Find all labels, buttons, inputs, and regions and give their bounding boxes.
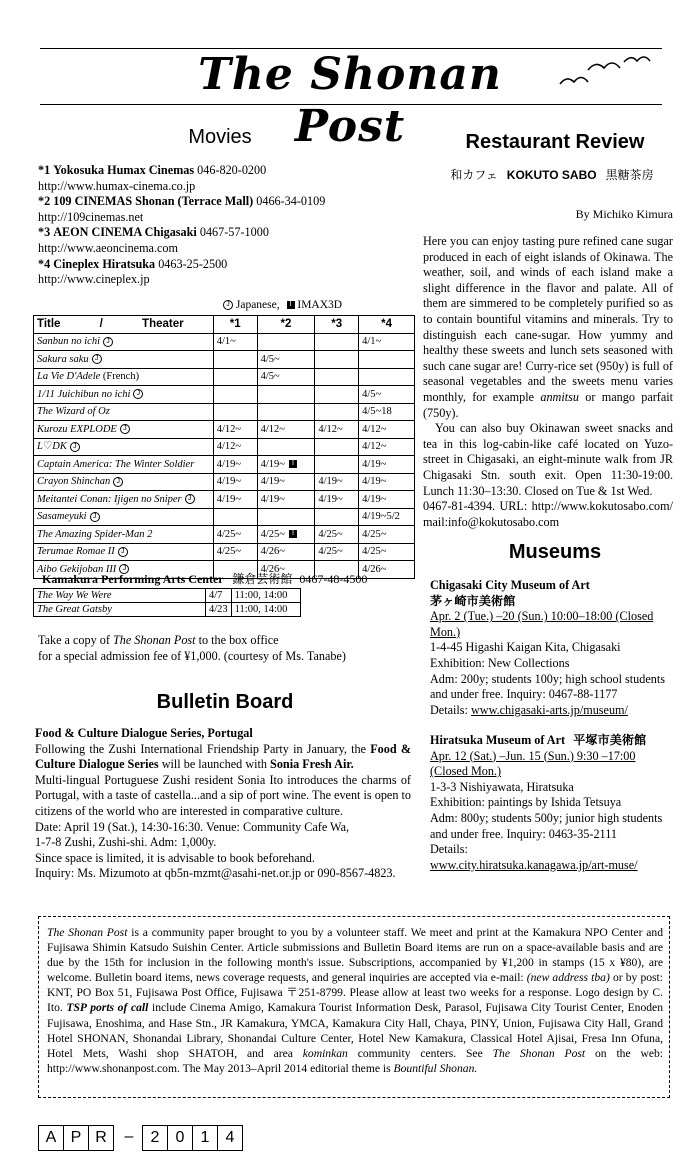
masthead-title: The Shonan Post	[198, 49, 502, 152]
showing-date-cell: 4/19~	[359, 473, 415, 491]
bulletin-body: Food & Culture Dialogue Series, Portugal Following the Zushi International Friendship Party in January, the Food & Culture Dialogue Series will be launched with Sonia Fresh Air. Multi-lingual Portuguese Zushi resident Sonia Ito introduces the charms of Portugal, with a taste of castella...and a sip of port wine. The event is open to citizens of the world who are interested in comparative culture. Date: April 19 (Sat.), 14:30-16:30. Venue: Community Cafe Wa, 1-7-8 Zushi, Zushi-shi. Adm: 1,000y. Since space is limited, it is advisable to book beforehand. Inquiry: Ms. Mizumoto at qb5n-mzmt@asahi-net.or.jp or 090-8567-4823.	[35, 726, 411, 881]
cinema-3-url: http://www.aeoncinema.com	[38, 240, 179, 255]
restaurant-byline: By Michiko Kimura	[575, 207, 673, 221]
japanese-badge-icon: J	[223, 300, 233, 310]
japanese-badge-icon: J	[118, 547, 128, 557]
movie-title-cell: The Amazing Spider-Man 2	[34, 526, 214, 544]
table-row	[34, 508, 415, 526]
kamakura-header: Kamakura Performing Arts Center 鎌倉芸術館 0467-48-4500	[42, 572, 368, 586]
showing-date-cell: 4/1~	[213, 333, 257, 351]
table-row	[34, 526, 415, 544]
issue-year: 2 0 1 4	[142, 1125, 243, 1151]
museum-chigasaki: Chigasaki City Museum of Art 茅ヶ崎市美術館 Apr. 2 (Tue.) –20 (Sun.) 10:00–18:00 (Closed Mon.) 1-4-45 Higashi Kaigan Kita, Chigasaki Exhibition: New Collections Adm: 200y; students 100y; high school students and under free. Inquiry: 0467-88-1177 Details: www.chigasaki-arts.jp/museum/	[430, 578, 665, 717]
seagulls-icon	[552, 54, 662, 94]
kamakura-title-cell: The Way We Were	[34, 589, 206, 603]
showing-date-cell: 4/5~	[257, 368, 315, 386]
cinema-2-url: http://109cinemas.net	[38, 209, 144, 224]
showing-date-cell: 4/19~	[257, 473, 315, 491]
cinema-3: *3 AEON CINEMA Chigasaki 0467-57-1000	[38, 225, 269, 240]
japanese-badge-icon: J	[120, 424, 130, 434]
admission-note: Take a copy of The Shonan Post to the box office for a special admission fee of ¥1,000. (courtesy of Ms. Tanabe)	[38, 633, 346, 663]
japanese-badge-icon: J	[113, 477, 123, 487]
japanese-badge-icon: J	[185, 494, 195, 504]
japanese-badge-icon: J	[70, 442, 80, 452]
bulletin-title: Bulletin Board	[156, 691, 294, 713]
showing-date-cell: 4/5~18	[359, 403, 415, 421]
showing-date-cell: 4/19~	[213, 456, 257, 474]
cinema-list	[38, 163, 418, 288]
movie-title-cell: Sakura saku J	[34, 351, 214, 369]
restaurant-body: Here you can enjoy tasting pure refined cane sugar produced in each of eight islands of Okinawa. The weather, soil, and winds of each island make a slight difference in the flavor and palate. All of them are simmered to be completely purified so as to contain bountiful vitamins and minerals. Try to distinguish each cane-sugar. How yummy and healthy these sweets and lunch sets seasoned with such cane sugar are! Curry-rice set (950y) is full of seasonal vegetables and the sweets menu varies monthly, for example anmitsu or mango parfait (750y). You can also buy Okinawan sweet snacks and tea in this log-cabin-like café located on Yuzo-street in Chigasaki, an eight-minute walk from JR Chigasaki Stn. south exit. Open 11:30-19:00. Lunch 11:30–13:30. Closed on Tue & 1st Wed. 0467-81-4394. URL: http://www.kokutosabo.com/ mail:info@kokutosabo.com	[423, 234, 674, 529]
showing-date-cell: 4/12~	[359, 421, 415, 439]
legend: J Japanese, I IMAX3D	[220, 298, 342, 314]
cinema-4: *4 Cineplex Hiratsuka 0463-25-2500	[38, 256, 228, 271]
chigasaki-details-link[interactable]: www.chigasaki-arts.jp/museum/	[470, 702, 628, 717]
showing-date-cell: 4/19~ I	[257, 456, 315, 474]
showing-date-cell: 4/25~	[315, 543, 359, 561]
movie-schedule-table	[33, 315, 415, 579]
table-row	[34, 589, 301, 603]
movie-title-cell: L♡DK J	[34, 438, 214, 456]
showing-date-cell: 4/12~	[213, 421, 257, 439]
showing-date-cell	[315, 333, 359, 351]
showing-date-cell: 4/25~	[213, 526, 257, 544]
movie-title-cell: Terumae Romae II J	[34, 543, 214, 561]
kamakura-times-cell: 11:00, 14:00	[231, 589, 300, 603]
showing-date-cell: 4/19~	[359, 491, 415, 509]
showing-date-cell: 4/19~	[359, 456, 415, 474]
japanese-badge-icon: J	[92, 354, 102, 364]
cinema-1-url: http://www.humax-cinema.co.jp	[38, 178, 196, 193]
showing-date-cell: 4/19~	[257, 491, 315, 509]
showing-date-cell	[213, 351, 257, 369]
table-row	[34, 603, 301, 617]
kamakura-date-cell: 4/7	[206, 589, 232, 603]
showing-date-cell	[315, 351, 359, 369]
movie-title-cell: The Wizard of Oz	[34, 403, 214, 421]
japanese-badge-icon: J	[103, 337, 113, 347]
showing-date-cell	[315, 386, 359, 404]
movie-title-cell: Kurozu EXPLODE J	[34, 421, 214, 439]
footer-box: The Shonan Post is a community paper brought to you by a volunteer staff. We meet and print at the Kamakura NPO Center and Fujisawa Shimin Katsudo Suishin Center. Article submissions and Bulletin Board items are run on a space-available basis and are due by the 15th for inclusion in the following month's issue. Subscriptions, accompanied by ¥1,200 in stamps (15 x ¥80), are welcome. Bulletin board items, news coverage requests, and general inquiries are accepted via e-mail: (new address tba) or by post: KNT, PO Box 51, Fujisawa Post Office, Fujisawa 〒251-8799. Please allow at least two weeks for a response. Logo design by C. Ito. TSP ports of call include Cinema Amigo, Kamakura Tourist Information Desk, Parasol, Fujisawa City Tourist Center, Enoden Fujisawa, Enoshima, and Hase Stn., JR Kamakura, YMCA, Kamakura City Hall, Chaya, PINY, Union, Fujisawa City Hall, Grand Hotel SHONAN, Shonandai Library, Shonandai Culture Center, Hotel New Kamakura, Classical Hotel Ajisai, Fresa Inn Ofuna, Hotel Mets, Washi shop SHATOH, and area kominkan community centers. See The Shonan Post on the web: http://www.shonanpost.com. The May 2013–April 2014 editorial theme is Bountiful Shonan.	[38, 916, 670, 1098]
showing-date-cell: 4/25~	[315, 526, 359, 544]
showing-date-cell: 4/25~	[213, 543, 257, 561]
kamakura-table	[33, 588, 301, 617]
showing-date-cell	[359, 368, 415, 386]
showing-date-cell: 4/19~	[315, 491, 359, 509]
cinema-1: *1 Yokosuka Humax Cinemas 046-820-0200	[38, 163, 267, 177]
showing-date-cell: 4/5~	[257, 351, 315, 369]
table-row	[34, 473, 415, 491]
showing-date-cell	[257, 508, 315, 526]
imax-badge-icon: I	[287, 301, 295, 309]
showing-date-cell	[213, 508, 257, 526]
restaurant-name: 和カフェ KOKUTO SABO 黒糖茶房	[450, 168, 654, 182]
showing-date-cell: 4/12~	[359, 438, 415, 456]
table-row	[34, 421, 415, 439]
showing-date-cell	[315, 438, 359, 456]
showing-date-cell: 4/12~	[315, 421, 359, 439]
showing-date-cell: 4/19~	[315, 473, 359, 491]
showing-date-cell: 4/1~	[359, 333, 415, 351]
table-row	[34, 491, 415, 509]
movies-title: Movies	[188, 126, 252, 148]
showing-date-cell	[315, 403, 359, 421]
table-row	[34, 438, 415, 456]
cinema-4-url: http://www.cineplex.jp	[38, 272, 150, 287]
showing-date-cell	[257, 333, 315, 351]
showing-date-cell: 4/19~	[213, 491, 257, 509]
restaurant-title: Restaurant Review	[465, 131, 645, 153]
showing-date-cell: 4/19~5/2	[359, 508, 415, 526]
museums-title: Museums	[508, 541, 602, 563]
showing-date-cell	[315, 456, 359, 474]
kamakura-times-cell: 11:00, 14:00	[231, 603, 300, 617]
japanese-badge-icon: J	[119, 564, 129, 574]
table-row	[34, 368, 415, 386]
showing-date-cell	[315, 368, 359, 386]
showing-date-cell: 4/26~	[257, 561, 315, 579]
movie-title-cell: Crayon Shinchan J	[34, 473, 214, 491]
showing-date-cell	[257, 403, 315, 421]
table-row	[34, 351, 415, 369]
movie-title-cell: 1/11 Juichibun no ichi J	[34, 386, 214, 404]
movie-title-cell: Captain America: The Winter Soldier	[34, 456, 214, 474]
showing-date-cell: 4/26~	[359, 561, 415, 579]
movie-title-cell: Aibo Gekijoban III J	[34, 561, 214, 579]
cinema-2: *2 109 CINEMAS Shonan (Terrace Mall) 0466-34-0109	[38, 194, 326, 209]
movie-title-cell: Meitantei Conan: Ijigen no Sniper J	[34, 491, 214, 509]
issue-dash: –	[124, 1128, 134, 1145]
showing-date-cell	[257, 386, 315, 404]
showing-date-cell: 4/12~	[213, 438, 257, 456]
showing-date-cell	[359, 351, 415, 369]
hiratsuka-details-link[interactable]: www.city.hiratsuka.kanagawa.jp/art-muse/	[430, 857, 638, 872]
kamakura-title-cell: The Great Gatsby	[34, 603, 206, 617]
showing-date-cell: 4/25~ I	[257, 526, 315, 544]
japanese-badge-icon: J	[90, 512, 100, 522]
showing-date-cell: 4/25~	[359, 526, 415, 544]
japanese-badge-icon: J	[133, 389, 143, 399]
table-row	[34, 403, 415, 421]
showing-date-cell	[315, 508, 359, 526]
showing-date-cell: 4/5~	[359, 386, 415, 404]
imax-badge-icon: I	[289, 530, 297, 538]
table-row	[34, 456, 415, 474]
showing-date-cell: 4/19~	[213, 473, 257, 491]
kamakura-date-cell: 4/23	[206, 603, 232, 617]
imax-badge-icon: I	[289, 460, 297, 468]
museum-hiratsuka: Hiratsuka Museum of Art 平塚市美術館 Apr. 12 (Sat.) –Jun. 15 (Sun.) 9:30 –17:00 (Closed Mon.) 1-3-3 Nishiyawata, Hiratsuka Exhibition: paintings by Ishida Tetsuya Adm: 800y; students 500y; junior high students and under free. Inquiry: 0463-35-2111 Details: www.city.hiratsuka.kanagawa.jp/art-muse/	[430, 733, 675, 873]
movie-title-cell: Sanbun no ichi J	[34, 333, 214, 351]
showing-date-cell	[213, 368, 257, 386]
table-row	[34, 386, 415, 404]
showing-date-cell: 4/25~	[359, 543, 415, 561]
showing-date-cell: 4/26~	[257, 543, 315, 561]
showing-date-cell: 4/12~	[257, 421, 315, 439]
showing-date-cell	[257, 438, 315, 456]
table-row	[34, 333, 415, 351]
table-row	[34, 543, 415, 561]
showing-date-cell	[213, 386, 257, 404]
table-header: Title / Theater *1 *2 *3 *4	[34, 316, 415, 334]
movie-title-cell: Sasameyuki J	[34, 508, 214, 526]
movie-title-cell: La Vie D'Adele (French)	[34, 368, 214, 386]
issue-month: A P R	[38, 1125, 114, 1151]
showing-date-cell	[213, 403, 257, 421]
